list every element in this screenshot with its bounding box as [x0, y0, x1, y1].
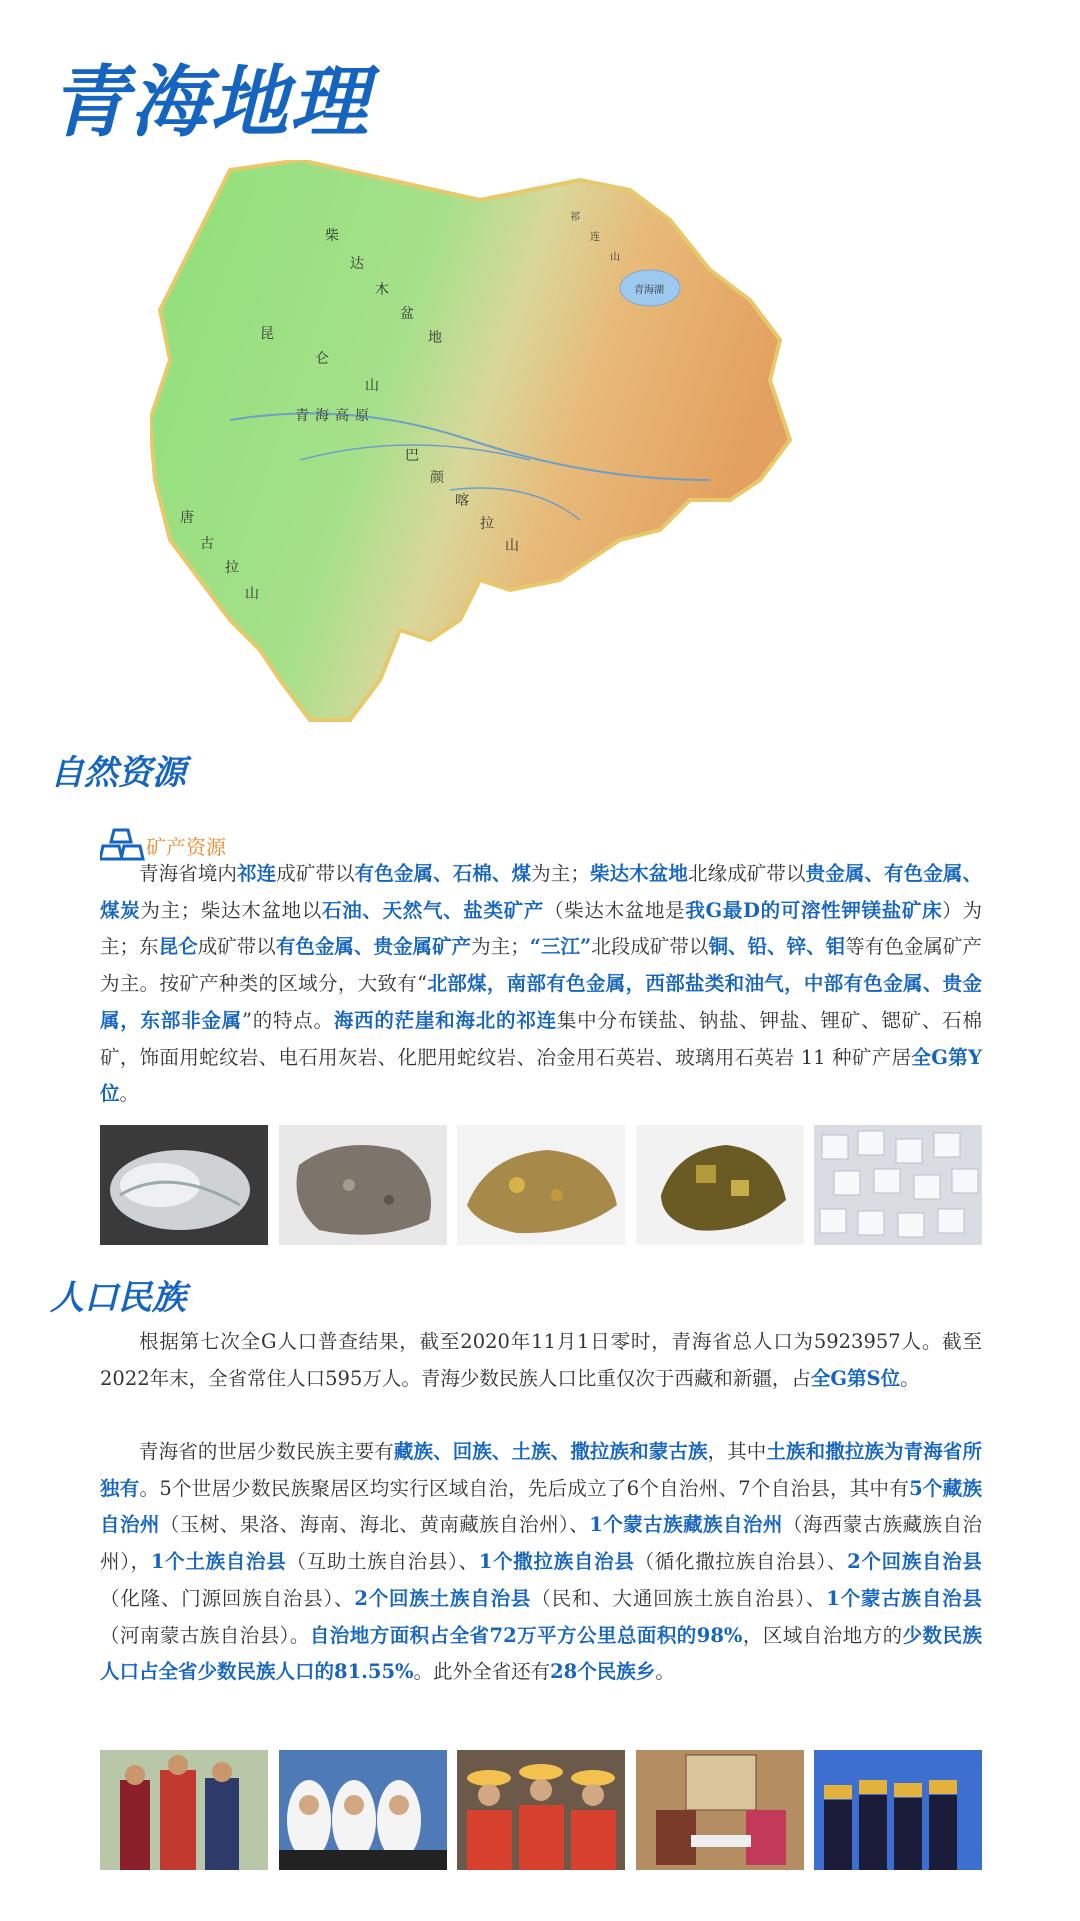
highlight-text: 2个回族自治县 — [847, 1550, 982, 1574]
highlight-text: 贵金属、有色金属、煤炭 — [100, 862, 982, 922]
map-label: 仑 — [315, 351, 329, 367]
highlight-text: 藏族、回族、土族、撒拉族和蒙古族 — [393, 1440, 708, 1463]
map-label: 拉 — [225, 560, 239, 576]
asbestos-photo — [100, 1125, 268, 1245]
map-label: 青海湖 — [634, 285, 664, 296]
body-text: 北缘成矿带以 — [687, 862, 806, 885]
map-label: 古 — [200, 536, 214, 552]
highlight-text: “三江” — [529, 935, 592, 959]
body-text: 成矿带以 — [197, 935, 276, 959]
body-text: （化隆、门源回族自治县）、 — [100, 1586, 355, 1610]
section-natural-title: 自然资源 — [50, 753, 186, 793]
body-text: ，区域自治地方的 — [742, 1623, 903, 1647]
map-label: 山 — [505, 538, 519, 554]
highlight-text: 全G第Y位 — [100, 1045, 982, 1106]
ore-photo — [279, 1125, 447, 1245]
highlight-text: 北部煤，南部有色金属，西部盐类和油气，中部有色金属、贵金属，东部非金属 — [100, 972, 982, 1032]
highlight-text: 海西的茫崖和海北的祁连 — [333, 1008, 557, 1032]
map-label: 祁 — [570, 212, 580, 223]
highlight-text: 自治地方面积占全省72万平方公里总面积的98% — [309, 1623, 743, 1647]
body-text: ）为主；东 — [100, 898, 982, 959]
highlight-text: 2个回族土族自治县 — [354, 1586, 532, 1610]
highlight-text: 1个蒙古族自治县 — [826, 1586, 982, 1610]
body-text: 。 — [655, 1660, 675, 1684]
section-natural-heading — [50, 745, 186, 794]
body-text: 。 — [900, 1366, 920, 1390]
body-text: （河南蒙古族自治县）。 — [100, 1623, 310, 1647]
section-population-title: 人口民族 — [50, 1278, 186, 1318]
body-text: （循化撒拉族自治县）、 — [634, 1550, 848, 1574]
body-text: 北段成矿带以 — [591, 935, 709, 959]
map-label: 山 — [365, 378, 379, 394]
highlight-text: 昆仑 — [158, 935, 198, 959]
map-label: 唐 — [180, 510, 194, 526]
map-label: 柴 — [325, 228, 339, 244]
tibetan-dancers-photo — [100, 1750, 268, 1870]
highlight-text: 1个土族自治县 — [150, 1550, 287, 1574]
mineral-photo-row — [100, 1125, 982, 1245]
body-text: （民和、大通回族土族自治县）、 — [531, 1586, 827, 1610]
highlight-text: 石油、天然气、盐类矿产 — [322, 898, 545, 922]
minerals-title: 矿产资源 — [146, 834, 226, 859]
body-text: （玉树、果洛、海南、海北、黄南藏族自治州）、 — [159, 1513, 590, 1537]
highlight-text: 柴达木盆地 — [589, 862, 688, 885]
highlight-text: 全G第S位 — [810, 1366, 901, 1390]
population-paragraph-1 — [100, 1324, 982, 1397]
hui-women-photo — [279, 1750, 447, 1870]
body-text: 集中分布镁盐、钠盐、钾盐、锂矿、锶矿、石棉矿，饰面用蛇纹岩、电石用灰岩、化肥用蛇纹岩、冶金用石英岩、玻璃用石英岩 11 种矿产居 — [100, 1008, 982, 1069]
body-text: 为主；柴达木盆地以 — [140, 898, 323, 922]
body-text: ，其中 — [707, 1440, 767, 1463]
highlight-text: 有色金属、贵金属矿产 — [275, 935, 472, 959]
map-label: 连 — [590, 232, 600, 243]
tu-women-photo — [457, 1750, 625, 1870]
map-label: 山 — [245, 586, 259, 602]
highlight-text: 少数民族人口占全省少数民族人口的81.55% — [100, 1623, 982, 1684]
people-photo-row — [100, 1750, 982, 1870]
body-text: 。 — [119, 1082, 140, 1106]
highlight-text: 祁连 — [237, 862, 277, 885]
body-text: 。5个世居少数民族聚居区均实行区域自治，先后成立了6个自治州、7个自治县，其中有 — [139, 1476, 910, 1500]
gold-ore-photo — [457, 1125, 625, 1245]
pyrite-photo — [636, 1125, 804, 1245]
body-text: （互助土族自治县）、 — [286, 1550, 479, 1574]
map-label: 青海高原 — [295, 408, 375, 424]
salt-crystal-photo — [814, 1125, 982, 1245]
body-text: 青海省境内 — [139, 862, 238, 885]
map-label: 达 — [350, 256, 364, 272]
body-text: 。此外全省还有 — [413, 1660, 551, 1684]
map-label: 拉 — [480, 516, 494, 532]
highlight-text: 28个民族乡 — [550, 1660, 656, 1684]
highlight-text: 1个撒拉族自治县 — [478, 1550, 635, 1574]
map-label: 巴 — [405, 448, 419, 464]
body-text: 等有色金属矿产为主。按矿产种类的区域分，大致有“ — [100, 935, 982, 996]
highlight-text: 铜、铅、锌、钼 — [708, 935, 846, 959]
body-text: （柴达木盆地是 — [544, 898, 686, 922]
highlight-text: 土族和撒拉族为青海省所独有 — [100, 1440, 982, 1500]
map-label: 木 — [375, 282, 389, 298]
salar-family-photo — [636, 1750, 804, 1870]
body-text: 成矿带以 — [276, 862, 355, 885]
highlight-text: 有色金属、石棉、煤 — [354, 862, 532, 885]
map-label: 山 — [610, 252, 620, 263]
page-title: 青海地理 — [50, 58, 371, 148]
highlight-text: 5个藏族自治州 — [100, 1476, 982, 1537]
highlight-text: 我G最D的可溶性钾镁盐矿床 — [685, 898, 943, 922]
map-label: 昆 — [260, 326, 274, 342]
map-label: 地 — [428, 330, 442, 346]
map-label: 喀 — [455, 493, 469, 509]
minerals-paragraph — [100, 856, 982, 1113]
body-text: 青海省的世居少数民族主要有 — [139, 1440, 394, 1463]
map-label: 颜 — [430, 470, 444, 486]
map-label: 盆 — [400, 306, 414, 322]
body-text: （海西蒙古族藏族自治州）， — [100, 1513, 982, 1574]
body-text: ”的特点。 — [241, 1008, 334, 1032]
highlight-text: 1个蒙古族藏族自治州 — [589, 1513, 783, 1537]
body-text: 根据第七次全G人口普查结果，截至2020年11月1日零时，青海省总人口为5923957人。截至2022年末，全省常住人口595万人。青海少数民族人口比重仅次于西藏和新疆，占 — [100, 1330, 982, 1390]
population-paragraph-2 — [100, 1434, 982, 1691]
qinghai-map — [150, 160, 930, 730]
mongolian-performers-photo — [814, 1750, 982, 1870]
body-text: 为主； — [471, 935, 530, 959]
body-text: 为主； — [531, 862, 590, 885]
section-population-heading — [50, 1270, 186, 1319]
